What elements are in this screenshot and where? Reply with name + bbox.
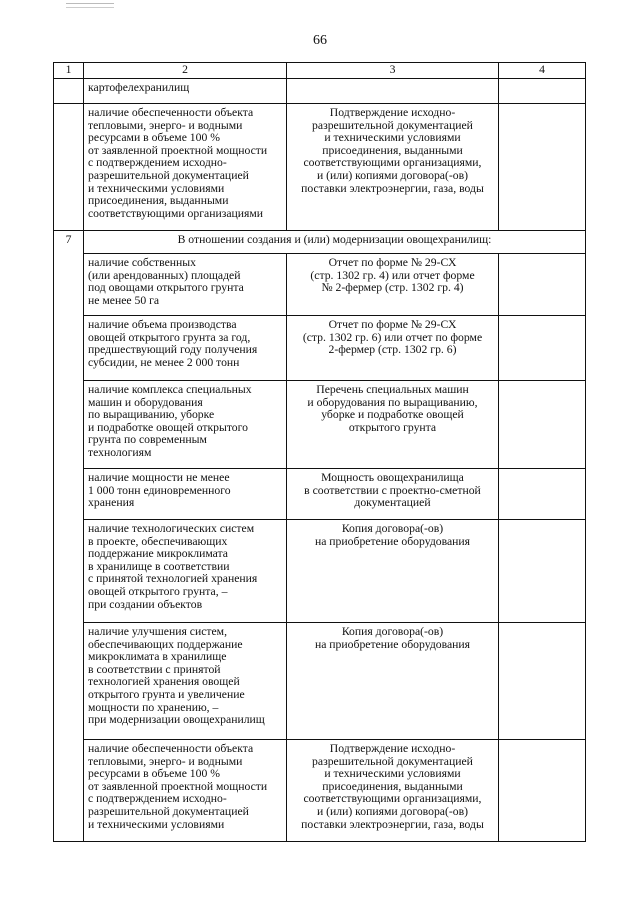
criterion-line: с подтверждением исходно- [88,156,227,170]
document-line: и (или) копиями договора(-ов) [316,168,469,182]
criterion-line: ресурсами в объеме 100 % [88,131,220,145]
document-cell [287,381,499,469]
criterion-line: наличие собственных [88,256,196,269]
criterion-cell [84,254,287,316]
note-cell [499,316,586,381]
section-number: 7 [54,231,84,842]
criterion-cell [84,381,287,469]
document-line: и техническими условиями [324,767,461,781]
criterion-line: не менее 50 га [88,293,160,307]
document-line: на приобретение оборудования [314,534,471,548]
document-line: документацией [354,496,431,510]
document-line: Копия договора(-ов) [341,522,444,535]
table-row [54,79,586,104]
criterion-line: ресурсами в объеме 100 % [88,767,220,781]
criterion-line: и техническими условиями [88,817,225,831]
criterion-line: машин и оборудования [88,395,203,409]
criterion-line: при модернизации овощехранилищ [88,713,265,727]
criterion-cell [84,469,287,520]
section-heading-row [54,231,586,254]
criterion-line: технологиям [88,445,152,459]
scan-artifact [66,3,114,8]
criterion-line: присоединения, выданными [88,194,229,208]
document-line: поставки электроэнергии, газа, воды [301,181,484,195]
criterion-cell [84,623,287,740]
document-line: на приобретение оборудования [314,637,471,651]
document-line: в соответствии с проектно-сметной [304,483,481,497]
criterion-line: и техническими условиями [88,181,225,195]
document-line: уборке и подработке овощей [321,408,464,422]
criterion-line: наличие комплекса специальных [88,383,252,396]
criterion-line: обеспечивающих поддержание [88,637,243,651]
table-row [54,469,586,520]
table-row [54,740,586,842]
document-line: (стр. 1302 гр. 6) или отчет по форме [302,330,483,344]
criterion-line: наличие обеспеченности объекта [88,106,254,119]
header-col-4: 4 [499,63,586,79]
criterion-line: наличие объема производства [88,318,237,331]
page-number: 66 [313,33,327,48]
header-col-3: 3 [287,63,499,79]
criterion-line: в соответствии с принятой [88,662,221,676]
criterion-line: картофелехранилищ [88,81,190,94]
note-cell [499,381,586,469]
criterion-line: предшествующий году получения [88,343,258,357]
document-line: соответствующими организациями, [303,156,482,170]
criterion-line: 1 000 тонн единовременного [88,483,231,497]
document-line: присоединения, выданными [322,143,463,157]
document-line: присоединения, выданными [322,779,463,793]
note-cell [499,740,586,842]
criterion-cell [84,740,287,842]
criterion-line: субсидии, не менее 2 000 тонн [88,355,240,369]
document-line: Копия договора(-ов) [341,625,444,638]
document-line: и (или) копиями договора(-ов) [316,804,469,818]
document-cell [287,104,499,231]
document-line: № 2-фермер (стр. 1302 гр. 4) [321,281,464,295]
document-line: Отчет по форме № 29-СХ [328,318,457,331]
note-cell [499,469,586,520]
criterion-line: соответствующими организациями [88,206,264,220]
table-row [54,254,586,316]
criterion-line: наличие технологических систем [88,522,255,535]
row-number [54,104,84,231]
document-line: Отчет по форме № 29-СХ [328,256,457,269]
criterion-line: овощей открытого грунта, – [88,584,228,598]
criterion-line: открытого грунта и увеличение [88,687,245,701]
criterion-line: от заявленной проектной мощности [88,143,268,157]
criterion-line: с принятой технологией хранения [88,572,258,586]
criterion-line: овощей открытого грунта за год, [88,330,251,344]
document-line: 2-фермер (стр. 1302 гр. 6) [328,343,457,357]
table-row [54,381,586,469]
document-line: соответствующими организациями, [303,792,482,806]
criterion-line: поддержание микроклимата [88,547,228,561]
criterion-line: (или арендованных) площадей [88,268,241,282]
note-cell [499,520,586,623]
criterion-line: грунта по современным [88,433,207,447]
header-col-2: 2 [84,63,287,79]
criterion-cell [84,316,287,381]
criterion-line: от заявленной проектной мощности [88,779,268,793]
criterion-line: тепловыми, энерго- и водными [88,118,243,132]
criterion-cell [84,104,287,231]
document-cell [287,254,499,316]
note-cell [499,104,586,231]
document-line: открытого грунта [348,420,437,434]
document-line: Мощность овощехранилища [321,471,464,484]
note-cell [499,254,586,316]
row-number [54,79,84,104]
document-line: поставки электроэнергии, газа, воды [301,817,484,831]
table-row [54,104,586,231]
criteria-table [53,62,586,842]
document-cell [287,623,499,740]
note-cell [499,79,586,104]
table-row [54,623,586,740]
document-line: разрешительной документацией [312,118,473,132]
criterion-cell [84,79,287,104]
criterion-line: под овощами открытого грунта [88,281,244,295]
document-cell [287,469,499,520]
note-cell [499,623,586,740]
criterion-line: тепловыми, энерго- и водными [88,754,243,768]
section-title: В отношении создания и (или) модернизации овощехранилищ: [84,231,586,254]
document-line: и оборудования по выращиванию, [307,395,478,409]
document-cell [287,316,499,381]
criterion-line: наличие обеспеченности объекта [88,742,254,755]
criterion-line: с подтверждением исходно- [88,792,227,806]
criterion-line: разрешительной документацией [88,168,249,182]
criterion-line: и подработке овощей открытого [88,420,248,434]
table-row [54,520,586,623]
criterion-line: в хранилище в соответствии [88,559,230,573]
table-header-row [54,63,586,79]
criterion-line: в проекте, обеспечивающих [88,534,228,548]
table-row [54,316,586,381]
document-line: Перечень специальных машин [316,383,469,396]
document-line: Подтверждение исходно- [329,106,456,119]
criterion-line: микроклимата в хранилище [88,650,227,664]
criterion-line: по выращиванию, уборке [88,408,215,422]
criterion-line: мощности по хранению, – [88,700,219,714]
criterion-line: хранения [88,496,135,510]
criterion-line: наличие мощности не менее [88,471,230,484]
criterion-line: наличие улучшения систем, [88,625,227,638]
header-col-1: 1 [54,63,84,79]
document-cell [287,520,499,623]
document-line: разрешительной документацией [312,754,473,768]
document-line: (стр. 1302 гр. 4) или отчет форме [310,268,475,282]
criterion-line: технологией хранения овощей [88,675,240,689]
criterion-cell [84,520,287,623]
document-line: и техническими условиями [324,131,461,145]
document-cell [287,79,499,104]
document-line: Подтверждение исходно- [329,742,456,755]
document-cell [287,740,499,842]
criterion-line: разрешительной документацией [88,804,249,818]
criterion-line: при создании объектов [88,597,203,611]
